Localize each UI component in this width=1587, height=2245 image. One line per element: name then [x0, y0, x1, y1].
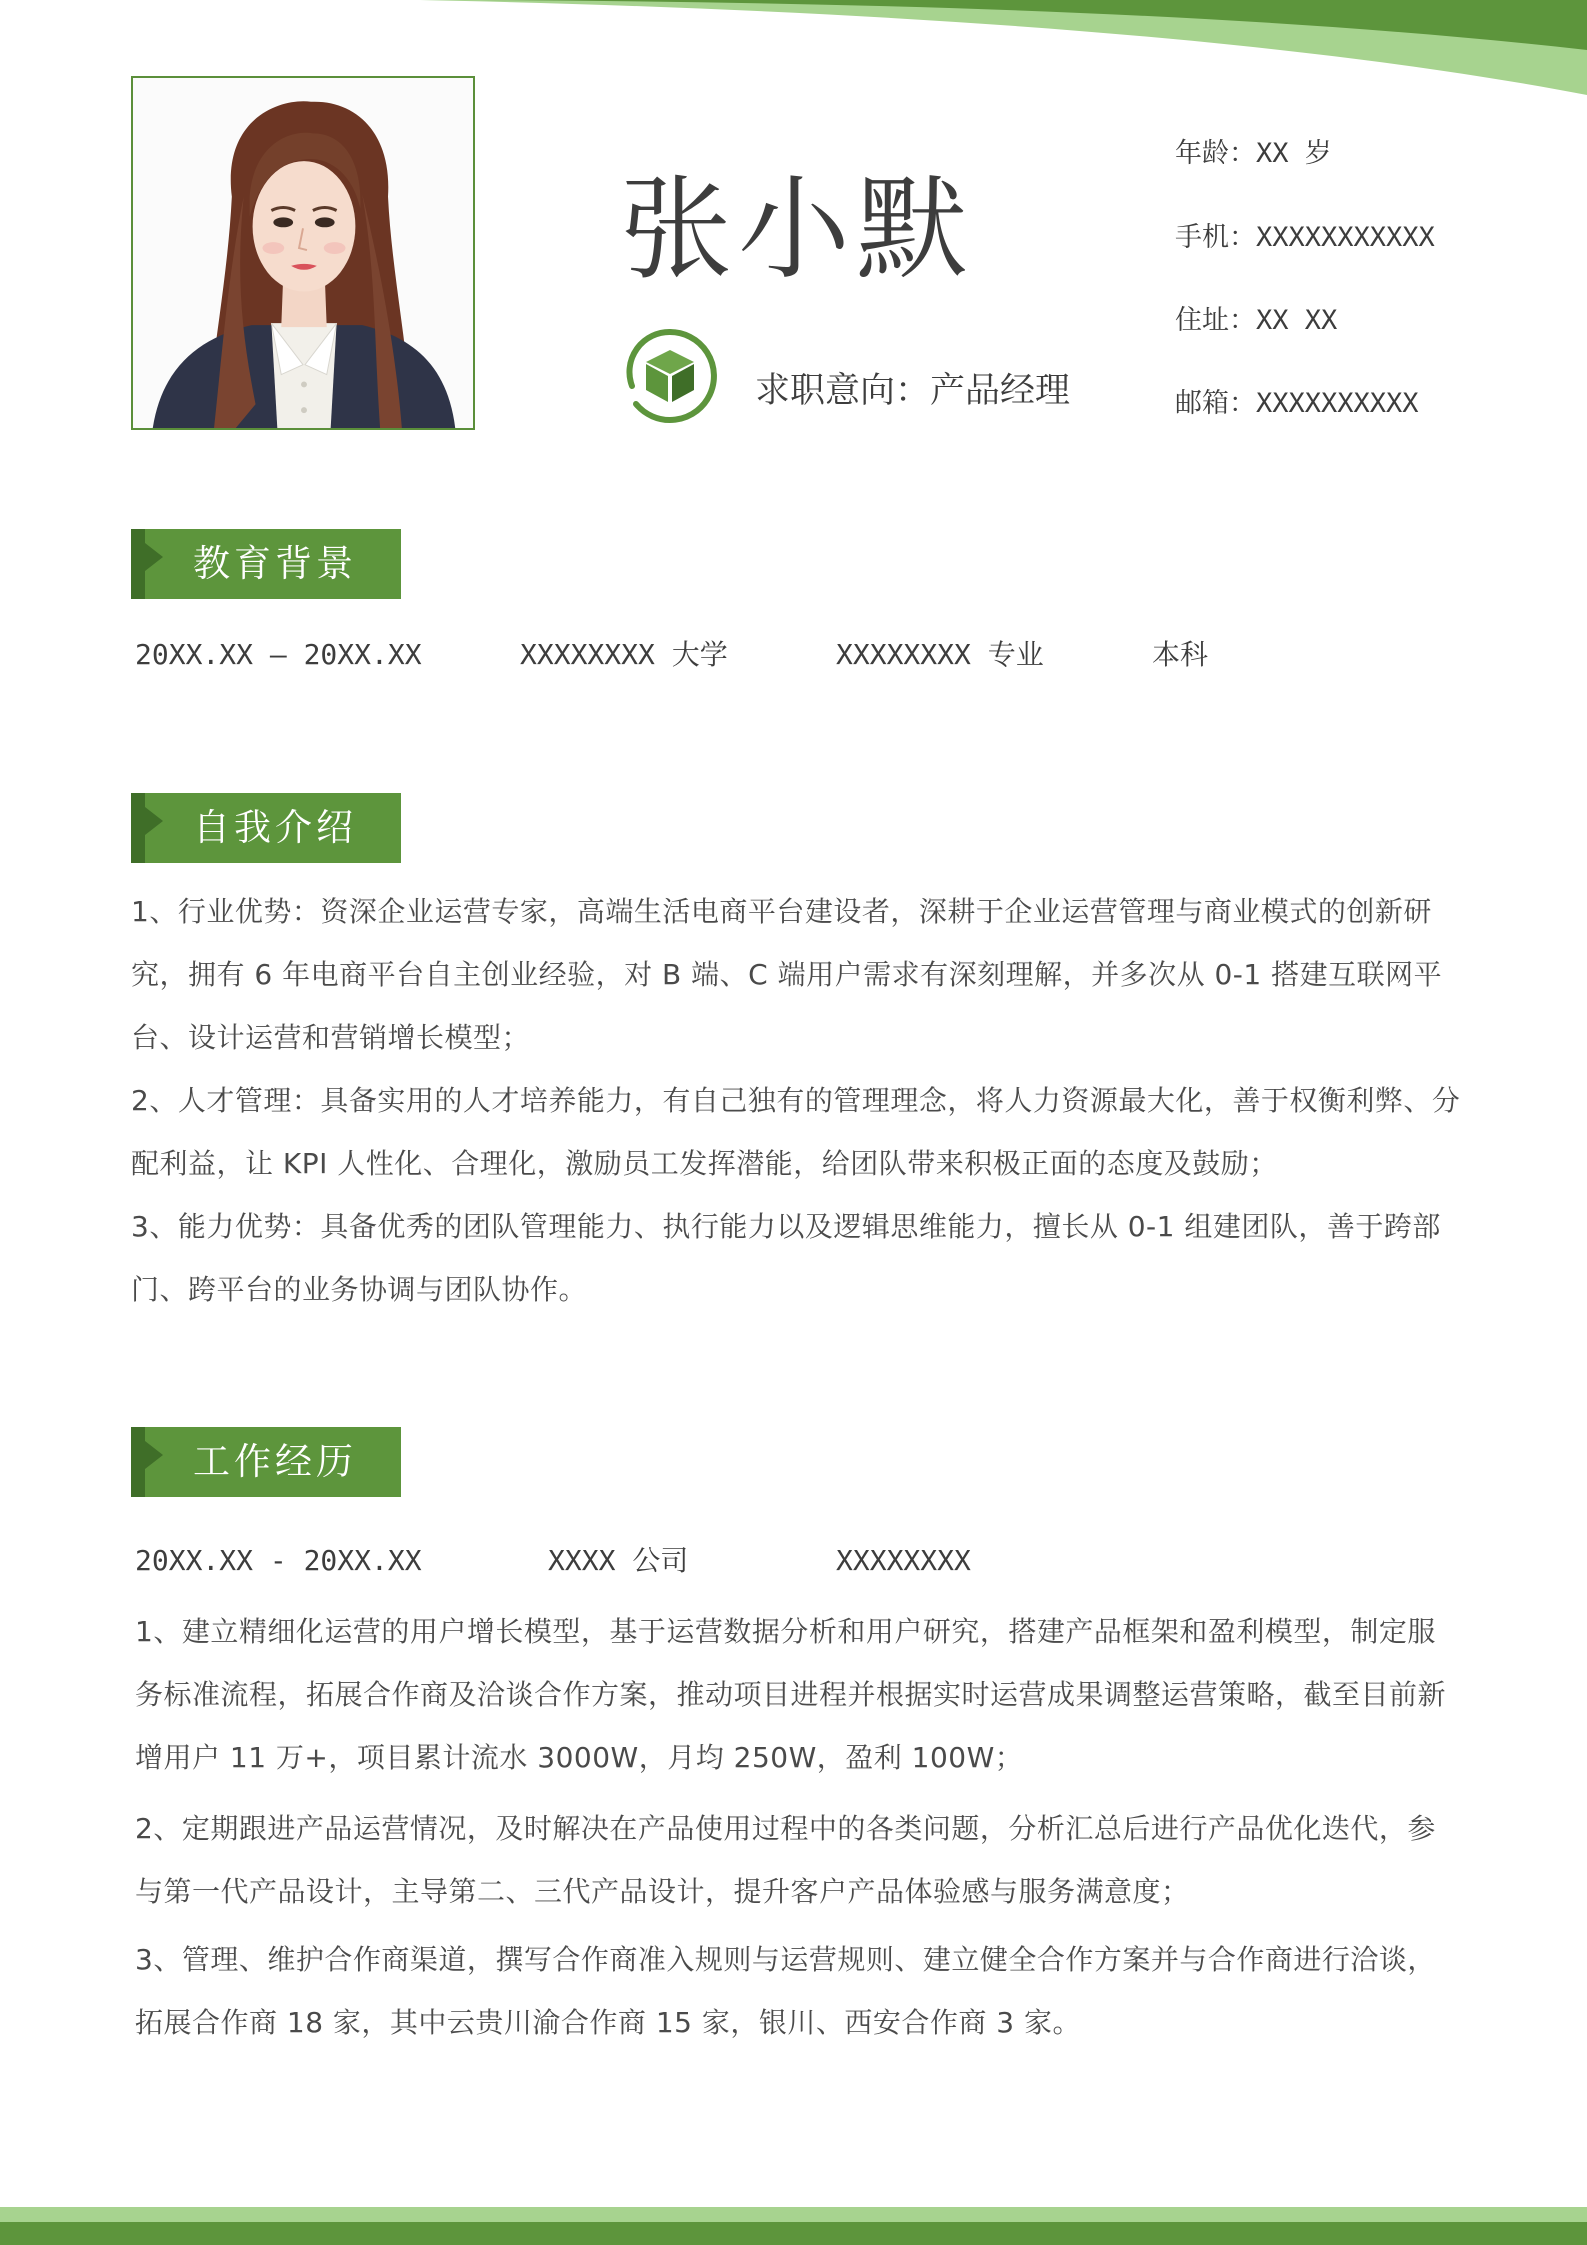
section-header-work — [131, 1427, 401, 1497]
cube-icon — [622, 328, 718, 424]
work-paragraph-3: 3、管理、维护合作商渠道，撰写合作商准入规则与运营规则、建立健全合作方案并与合作商进行洽谈，拓展合作商 18 家，其中云贵川渝合作商 15 家，银川、西安合作商 3 家。 — [135, 1943, 1436, 2039]
work-paragraph-1: 1、建立精细化运营的用户增长模型，基于运营数据分析和用户研究，搭建产品框架和盈利模型，制定服务标准流程，拓展合作商及洽谈合作方案，推动项目进程并根据实时运营成果调整运营策略，截至目前新增用户 11 万+，项目累计流水 3000W，月均 250W，盈利 100W； — [135, 1615, 1447, 1774]
job-intent: 求职意向：产品经理 — [755, 371, 1071, 411]
work-company: XXXX 公司 — [548, 1544, 689, 1577]
work-period: 20XX.XX - 20XX.XX — [135, 1544, 422, 1577]
section-header-education — [131, 529, 401, 599]
self-intro-paragraph-3: 3、能力优势：具备优秀的团队管理能力、执行能力以及逻辑思维能力，擅长从 0-1 组建团队，善于跨部门、跨平台的业务协调与团队协作。 — [131, 1210, 1441, 1306]
section-header-self-intro — [131, 793, 401, 863]
contact-email: 邮箱：XXXXXXXXXX — [1175, 388, 1419, 419]
self-intro-paragraph-2: 2、人才管理：具备实用的人才培养能力，有自己独有的管理理念，将人力资源最大化，善于权衡利弊、分配利益，让 KPI 人性化、合理化，激励员工发挥潜能，给团队带来积极正面的态度及鼓励； — [131, 1084, 1461, 1180]
work-position: XXXXXXXX — [836, 1544, 971, 1577]
contact-phone: 手机：XXXXXXXXXXX — [1175, 222, 1435, 253]
section-title-work: 工作经历 — [193, 1440, 357, 1483]
education-period: 20XX.XX – 20XX.XX — [135, 638, 422, 671]
contact-age: 年龄：XX 岁 — [1175, 138, 1332, 169]
candidate-name: 张小默 — [620, 165, 974, 295]
portrait-illustration — [133, 78, 473, 428]
education-major: XXXXXXXX 专业 — [836, 638, 1044, 671]
bottom-band-light — [0, 2207, 1587, 2222]
education-school: XXXXXXXX 大学 — [520, 638, 728, 671]
contact-address: 住址：XX XX — [1175, 305, 1338, 336]
section-title-education: 教育背景 — [193, 542, 357, 585]
section-title-self-intro: 自我介绍 — [193, 806, 357, 849]
work-paragraph-2: 2、定期跟进产品运营情况，及时解决在产品使用过程中的各类问题，分析汇总后进行产品优化迭代，参与第一代产品设计，主导第二、三代产品设计，提升客户产品体验感与服务满意度； — [135, 1812, 1436, 1908]
profile-photo — [131, 76, 475, 430]
self-intro-paragraph-1: 1、行业优势：资深企业运营专家，高端生活电商平台建设者，深耕于企业运营管理与商业模式的创新研究，拥有 6 年电商平台自主创业经验，对 B 端、C 端用户需求有深刻理解，并多次从 0-1 搭建互联网平台、设计运营和营销增长模型； — [131, 895, 1443, 1054]
education-degree: 本科 — [1152, 638, 1209, 671]
bottom-band-dark — [0, 2222, 1587, 2245]
